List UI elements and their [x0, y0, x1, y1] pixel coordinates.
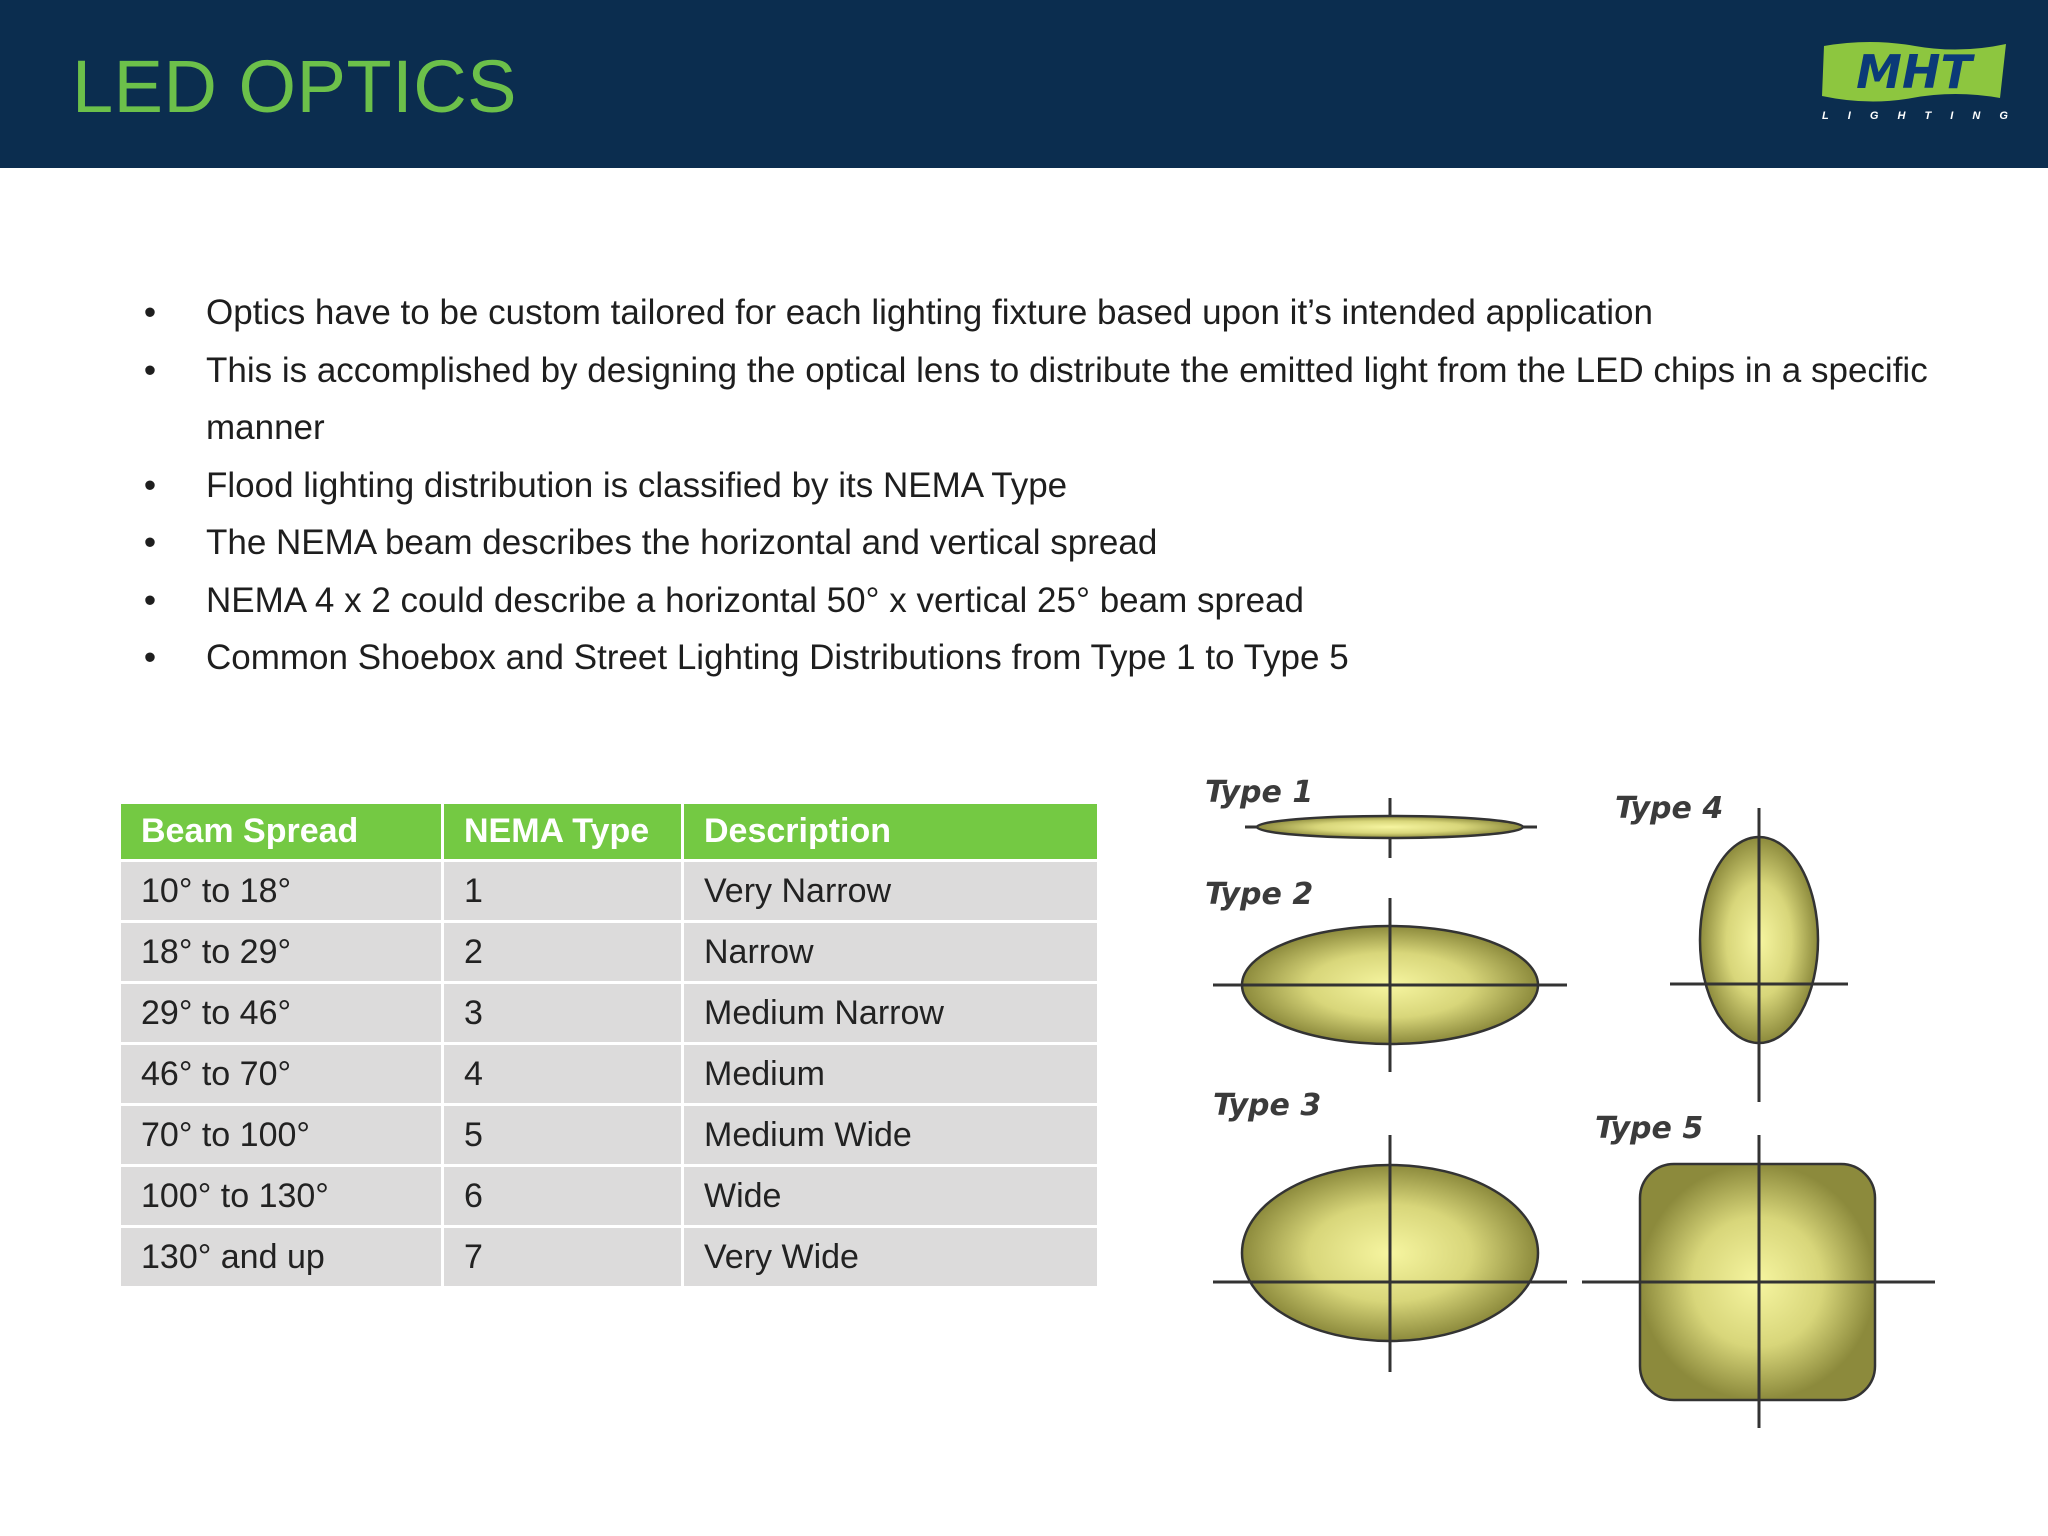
cell-description: Medium — [684, 1045, 1097, 1103]
table-row — [121, 862, 1097, 920]
cell-nema-type: 4 — [444, 1045, 681, 1103]
table-row — [121, 1045, 1097, 1103]
cell-beam-spread: 10° to 18° — [121, 862, 441, 920]
cell-nema-type: 3 — [444, 984, 681, 1042]
cell-nema-type: 7 — [444, 1228, 681, 1286]
bullet-item: • NEMA 4 x 2 could describe a horizontal 50° x vertical 25° beam spread — [143, 580, 1305, 620]
cell-nema-type: 2 — [444, 923, 681, 981]
page-title: LED OPTICS — [72, 45, 517, 128]
bullet-item: • This is accomplished by designing the optical lens to distribute the emitted light from the LED chips in a specific manner — [143, 350, 1928, 447]
beam-type-diagram — [1190, 760, 1950, 1440]
type4-label: Type 4 — [1615, 791, 1724, 826]
nema-table — [118, 801, 1100, 1289]
table-row — [121, 984, 1097, 1042]
table-row — [121, 1228, 1097, 1286]
cell-description: Narrow — [684, 923, 1097, 981]
cell-beam-spread: 18° to 29° — [121, 923, 441, 981]
type4-beam-shape — [1670, 808, 1848, 1102]
type1-label: Type 1 — [1205, 775, 1314, 810]
bullet-item: • Common Shoebox and Street Lighting Distributions from Type 1 to Type 5 — [143, 638, 1349, 677]
header-bar — [0, 0, 2048, 168]
cell-description: Very Wide — [684, 1228, 1097, 1286]
type5-label: Type 5 — [1595, 1111, 1704, 1146]
cell-nema-type: 1 — [444, 862, 681, 920]
cell-description: Medium Narrow — [684, 984, 1097, 1042]
cell-nema-type: 6 — [444, 1167, 681, 1225]
cell-beam-spread: 130° and up — [121, 1228, 441, 1286]
table-row — [121, 1106, 1097, 1164]
cell-description: Very Narrow — [684, 862, 1097, 920]
bullet-item: • Flood lighting distribution is classified by its NEMA Type — [143, 465, 1068, 505]
logo-text: MHT — [1856, 45, 1972, 99]
table-header-row — [121, 804, 1097, 859]
logo-subtitle: L I G H T I N G — [1822, 110, 2008, 122]
cell-nema-type: 5 — [444, 1106, 681, 1164]
type2-label: Type 2 — [1205, 877, 1314, 912]
cell-beam-spread: 46° to 70° — [121, 1045, 441, 1103]
bullet-item: • Optics have to be custom tailored for each lighting fixture based upon it’s intended application — [143, 293, 1653, 332]
type3-beam-shape — [1213, 1135, 1567, 1372]
header-beam-spread: Beam Spread — [121, 804, 441, 859]
header-description: Description — [684, 804, 1097, 859]
cell-description: Wide — [684, 1167, 1097, 1225]
type5-beam-shape — [1582, 1135, 1935, 1428]
cell-description: Medium Wide — [684, 1106, 1097, 1164]
bullet-list — [140, 284, 1940, 687]
table-row — [121, 1167, 1097, 1225]
type3-label: Type 3 — [1213, 1088, 1322, 1123]
cell-beam-spread: 70° to 100° — [121, 1106, 441, 1164]
bullet-item: • The NEMA beam describes the horizontal and vertical spread — [143, 523, 1158, 562]
header-nema-type: NEMA Type — [444, 804, 681, 859]
cell-beam-spread: 29° to 46° — [121, 984, 441, 1042]
type2-beam-shape — [1213, 898, 1567, 1072]
cell-beam-spread: 100° to 130° — [121, 1167, 441, 1225]
table-row — [121, 923, 1097, 981]
